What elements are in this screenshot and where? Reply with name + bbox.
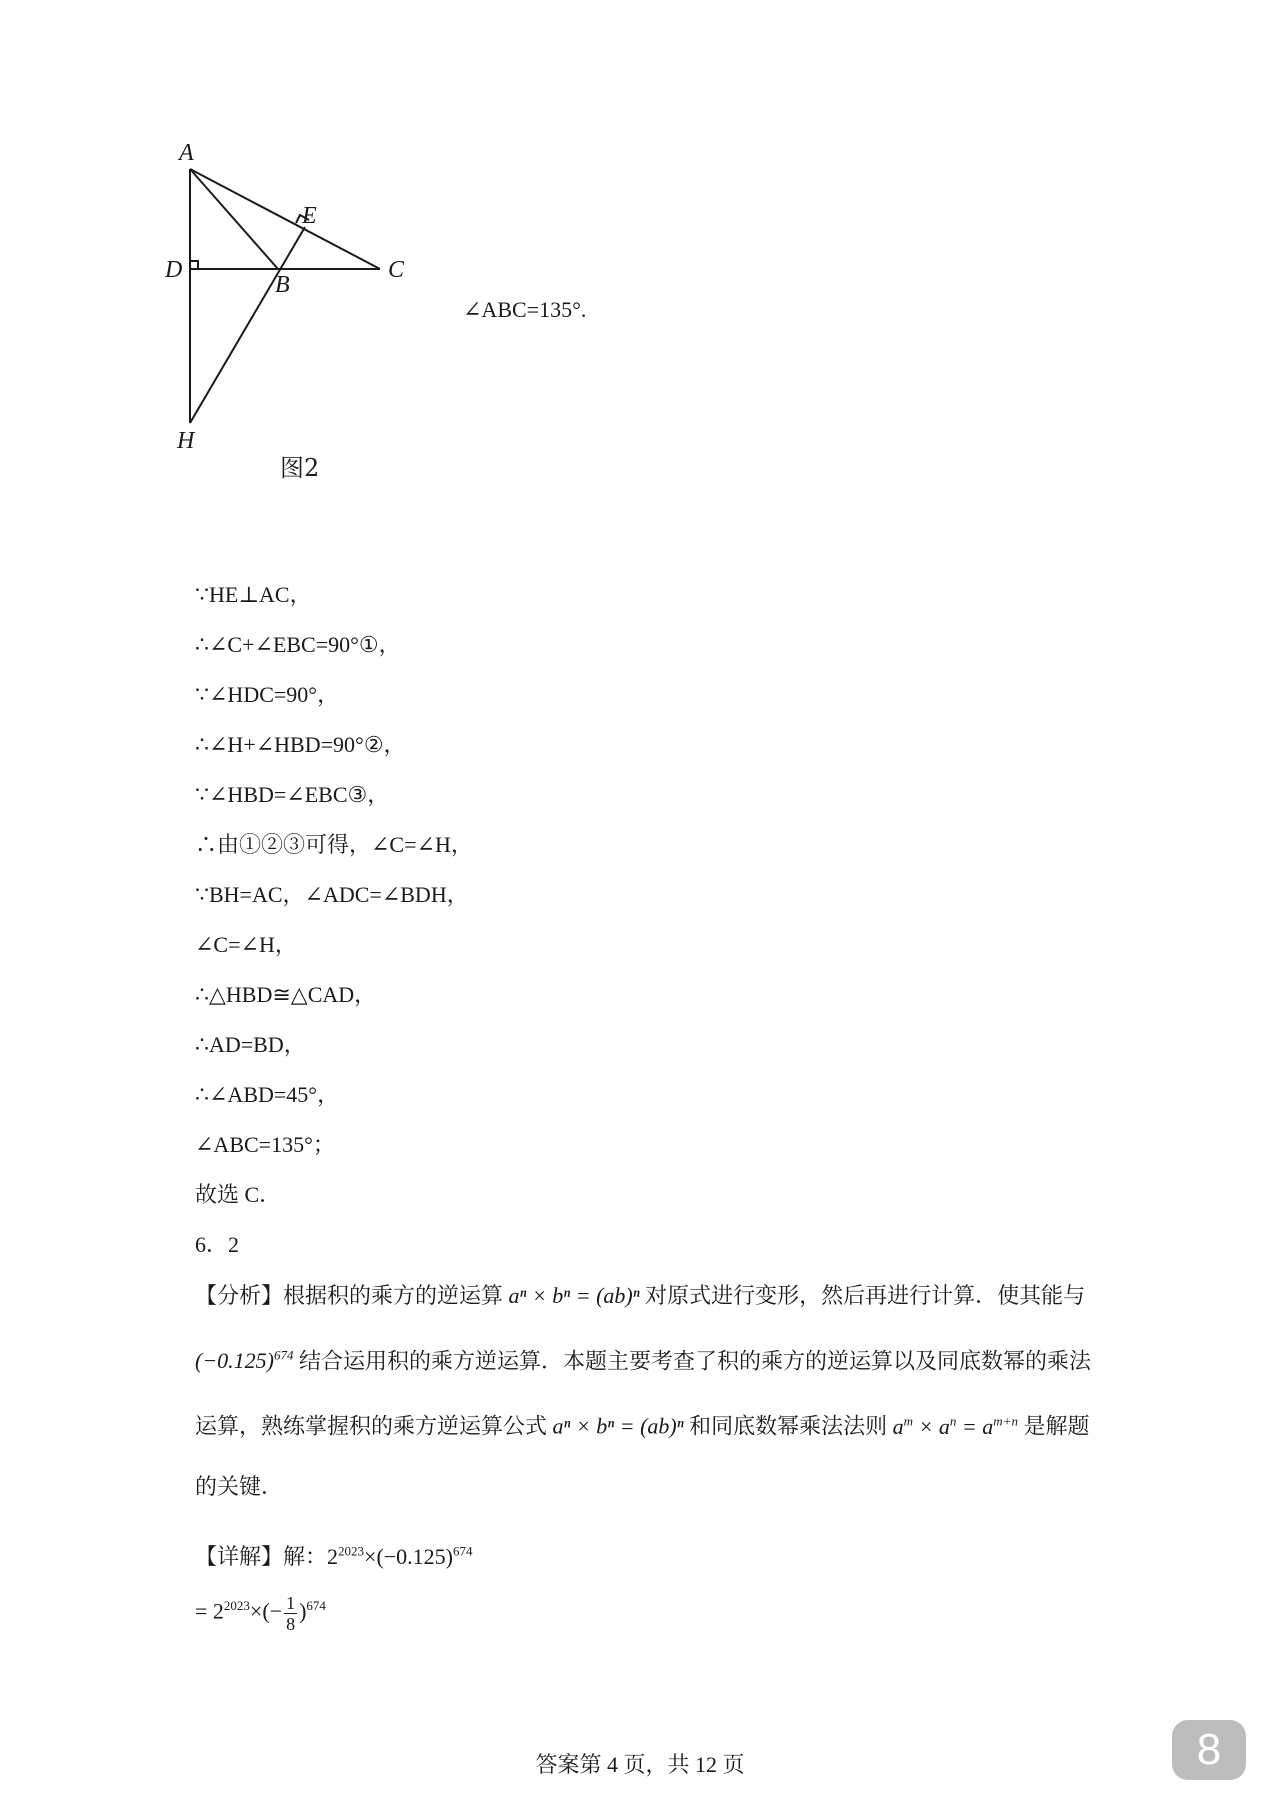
analysis-text: 和同底数幂乘法法则 bbox=[689, 1413, 888, 1439]
expr-part: = 2 bbox=[195, 1598, 224, 1624]
proof-line: ∴△HBD≅△CAD， bbox=[195, 982, 377, 1007]
proof-line: ∵∠HBD=∠EBC③， bbox=[195, 782, 390, 807]
formula-exponent: n bbox=[949, 1413, 957, 1429]
analysis-text: 是解题的关键． bbox=[195, 1413, 1090, 1499]
expr-part: ) bbox=[299, 1598, 307, 1624]
proof-line: ∴∠C+∠EBC=90°①， bbox=[195, 632, 401, 657]
analysis-text: 结合运用积的乘方逆运算．本题主要考查了积的乘方的逆运算以及同底数幂的乘法运算，熟练掌握积的乘方逆运算公式 bbox=[195, 1348, 1092, 1439]
formula-exponent: m bbox=[903, 1413, 914, 1429]
detail-intro: 解： bbox=[283, 1544, 328, 1569]
formula-power-product: aⁿ × bⁿ = (ab)ⁿ bbox=[508, 1283, 640, 1308]
label-point-H: H bbox=[177, 428, 195, 454]
expr-part: ×(− bbox=[249, 1598, 283, 1624]
expr-exponent: 674 bbox=[306, 1598, 326, 1614]
figure-side-note: ∠ABC=135°. bbox=[463, 297, 587, 322]
fraction-numerator: 1 bbox=[286, 1593, 296, 1613]
proof-line: ∠C=∠H， bbox=[195, 932, 297, 957]
formula-part: × a bbox=[913, 1413, 950, 1439]
analysis-paragraph bbox=[195, 1266, 1095, 1517]
formula-same-base bbox=[893, 1414, 1018, 1439]
geometry-figure bbox=[165, 140, 587, 580]
formula-exponent: m+n bbox=[993, 1413, 1018, 1429]
label-point-A: A bbox=[179, 140, 194, 166]
analysis-text: 根据积的乘方的逆运算 bbox=[283, 1283, 504, 1308]
proof-line: ∠ABC=135°； bbox=[195, 1132, 335, 1157]
segment-HE bbox=[190, 227, 305, 423]
label-point-B: B bbox=[275, 272, 290, 298]
expr-exponent: 2023 bbox=[223, 1598, 250, 1614]
page-number-badge[interactable]: 8 bbox=[1172, 1720, 1246, 1780]
proof-line: ∵HE⊥AC， bbox=[195, 582, 312, 607]
detail-line-1 bbox=[195, 1540, 473, 1571]
detail-line-2 bbox=[195, 1593, 326, 1634]
label-point-E: E bbox=[302, 203, 317, 229]
proof-line: ∴由①②③可得，∠C=∠H， bbox=[195, 832, 473, 857]
formula-power-product: aⁿ × bⁿ = (ab)ⁿ bbox=[552, 1413, 684, 1439]
label-point-D: D bbox=[165, 257, 183, 283]
proof-line: ∴∠ABD=45°， bbox=[195, 1082, 340, 1107]
proof-line: ∵∠HDC=90°， bbox=[195, 682, 340, 707]
expr-exponent: 674 bbox=[453, 1543, 473, 1559]
right-angle-mark-D bbox=[190, 261, 198, 269]
expr-part: 2 bbox=[327, 1544, 339, 1569]
expr-exponent: 2023 bbox=[338, 1543, 365, 1559]
expr-part: ×(−0.125) bbox=[364, 1544, 453, 1569]
fraction bbox=[284, 1593, 297, 1634]
proof-line: ∴∠H+∠HBD=90°②， bbox=[195, 732, 406, 757]
question-number: 6．2 bbox=[195, 1232, 240, 1257]
formula-base: (−0.125) bbox=[195, 1348, 274, 1374]
formula-part: a bbox=[892, 1413, 904, 1439]
proof-conclusion: 故选 C． bbox=[195, 1182, 282, 1207]
segment-AC bbox=[190, 169, 380, 269]
proof-line: ∵BH=AC，∠ADC=∠BDH， bbox=[195, 882, 469, 907]
segment-AB bbox=[190, 169, 278, 269]
formula-part: = a bbox=[956, 1413, 994, 1439]
analysis-label: 【分析】 bbox=[195, 1283, 284, 1308]
detail-label: 【详解】 bbox=[195, 1544, 284, 1569]
label-point-C: C bbox=[388, 257, 405, 283]
proof-line: ∴AD=BD， bbox=[195, 1032, 306, 1057]
page-footer: 答案第 4 页，共 12 页 bbox=[535, 1752, 745, 1777]
formula-negative-base bbox=[195, 1348, 294, 1373]
triangle-diagram bbox=[185, 160, 515, 580]
fraction-denominator: 8 bbox=[286, 1614, 296, 1634]
analysis-text: 对原式进行变形，然后再进行计算．使其能与 bbox=[645, 1283, 1086, 1308]
formula-exponent: 674 bbox=[274, 1348, 294, 1363]
figure-caption: 图2 bbox=[280, 454, 320, 482]
